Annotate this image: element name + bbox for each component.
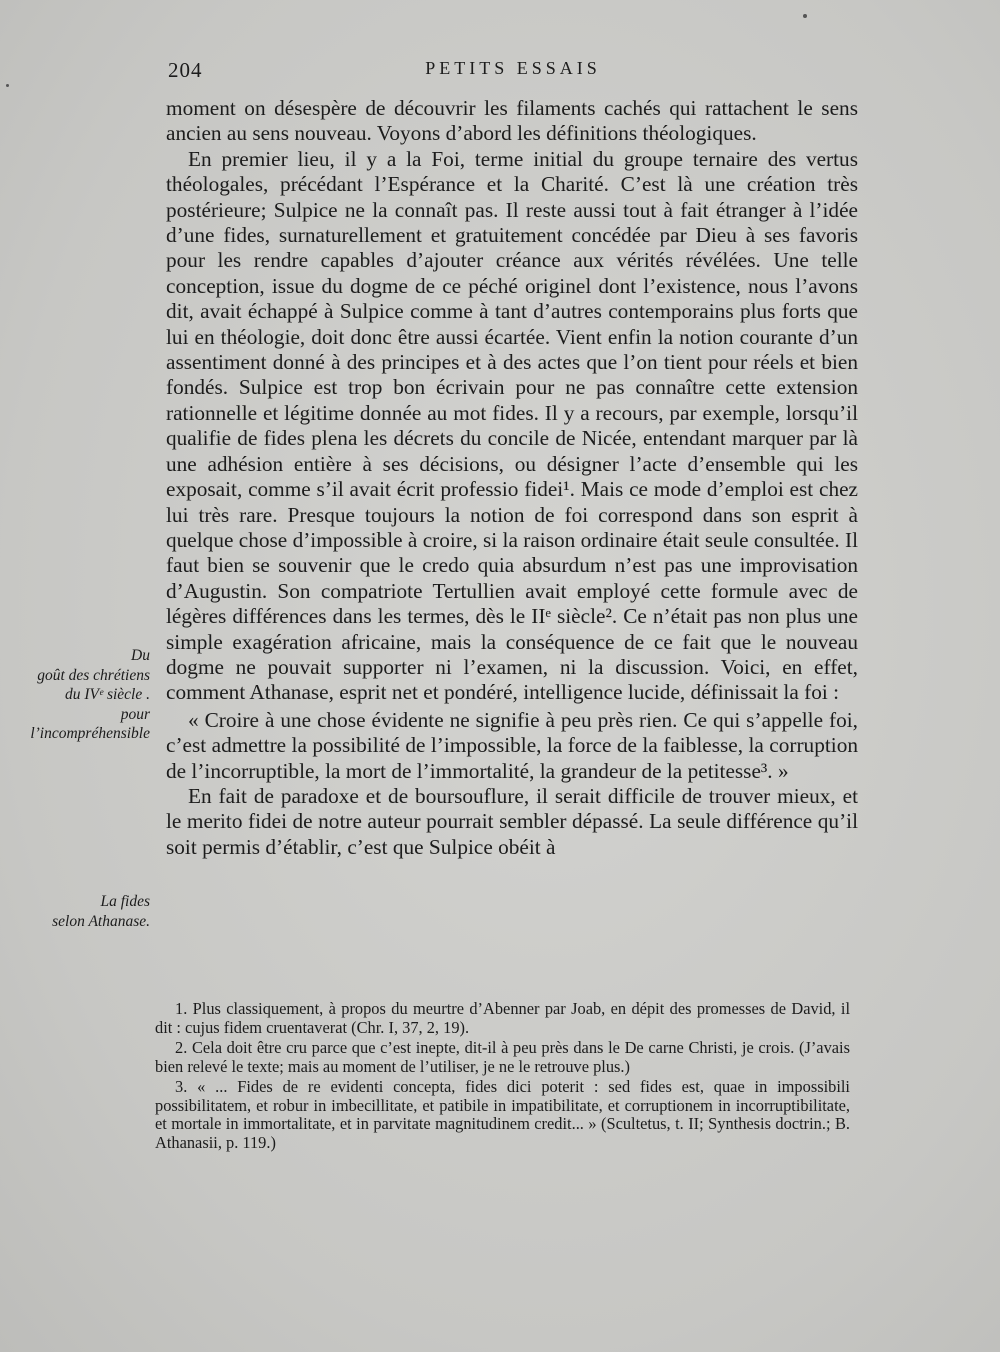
margin-note-line: goût des chrétiens: [37, 666, 150, 684]
footnote: 3. « ... Fides de re evidenti concepta, fides dici poterit : sed fides est, quae in impossibili possibilitatem, et robur in imbecillitate, et patibile in impatibilitate, et corruptionem in incorruptibilitate, et mortale in immortalitate, et in parvitate magnitudinem credit... » (Scultetus, t. II; Synthesis doctrin.; B. Athanasii, p. 119.): [155, 1077, 850, 1152]
paper-speck: [6, 84, 9, 87]
paper-speck: [803, 14, 807, 18]
margin-note-line: selon Athanase.: [52, 912, 150, 930]
footnotes: [155, 1000, 850, 1154]
margin-note-line: du IVᵉ siècle .: [65, 686, 150, 703]
margin-note-line: La fides: [100, 893, 150, 910]
quotation: « Croire à une chose évidente ne signifie à peu près rien. Ce qui s’appelle foi, c’est admettre la possibilité de l’impossible, la force de la faiblesse, la corruption de l’incorruptible, la mort de l’immortalité, la grandeur de la petitesse³. »: [166, 707, 858, 783]
page-number: 204: [168, 58, 203, 82]
footnote: 1. Plus classiquement, à propos du meurtre d’Abenner par Joab, en dépit des promesses de David, il dit : cujus fidem cruentaverat (Chr. I, 37, 2, 19).: [155, 999, 850, 1037]
footnote: 2. Cela doit être cru parce que c’est inepte, dit-il à peu près dans le De carne Christi, je crois. (J’avais bien relevé le texte; mais au moment de l’utiliser, je ne le retrouve plus.): [155, 1038, 850, 1076]
page-header: [168, 58, 858, 88]
paragraph: En premier lieu, il y a la Foi, terme initial du groupe ternaire des vertus théologales, précédant l’Espérance et la Charité. C’est là une création très postérieure; Sulpice ne la connaît pas. Il reste aussi tout à fait étranger à l’idée d’une fides, surnaturellement et gratuitement concédée par Dieu à ses favoris pour les rendre capables d’ajouter créance aux vérités révélées. Une telle conception, issue du dogme de ce péché originel dont l’existence, nous l’avons dit, avait échappé à Sulpice comme à tant d’autres contemporains plus forts que lui en théologie, doit donc être aussi écartée. Vient enfin la notion courante d’un assentiment donné à des principes et à des actes que l’on tient pour réels et bien fondés. Sulpice est trop bon écrivain pour ne pas connaître cette extension rationnelle et légitime donnée au mot fides. Il y a recours, par exemple, lorsqu’il qualifie de fides plena les décrets du concile de Nicée, entendant marquer par là une adhésion entière à ses décisions, ou désigner l’acte d’ensemble qui les exposait, comme s’il avait écrit professio fidei¹. Mais ce mode d’emploi est chez lui très rare. Presque toujours la notion de foi correspond dans son esprit à quelque chose d’impossible à croire, si la raison ordinaire était seule consultée. Il faut bien se souvenir que le credo quia absurdum n’est pas une improvisation d’Augustin. Son compatriote Tertullien avait employé cette formule avec de légères différences dans les termes, dès le IIᵉ siècle². Ce n’était pas non plus une simple exagération africaine, mais la conséquence de ce fait que le nouveau dogme ne pouvait supporter ni l’examen, ni la discussion. Voici, en effet, comment Athanase, esprit net et pondéré, intelligence lucide, définissait la foi :: [166, 146, 858, 705]
margin-note-line: l’incompréhensible: [30, 725, 150, 742]
margin-note-fides-athanase: [0, 892, 150, 931]
margin-note-line: pour: [120, 705, 150, 723]
margin-note-line: Du: [131, 647, 150, 664]
paragraph: moment on désespère de découvrir les filaments cachés qui rattachent le sens ancien au sens nouveau. Voyons d’abord les définitions théologiques.: [166, 96, 858, 146]
paragraph: En fait de paradoxe et de boursouflure, il serait difficile de trouver mieux, et le merito fidei de notre auteur pourrait sembler dépassé. La seule différence qu’il soit permis d’établir, c’est que Sulpice obéit à: [166, 783, 858, 859]
main-text: [166, 96, 858, 860]
margin-note-gout-des-chretiens: [0, 646, 150, 744]
running-title: PETITS ESSAIS: [425, 58, 601, 78]
